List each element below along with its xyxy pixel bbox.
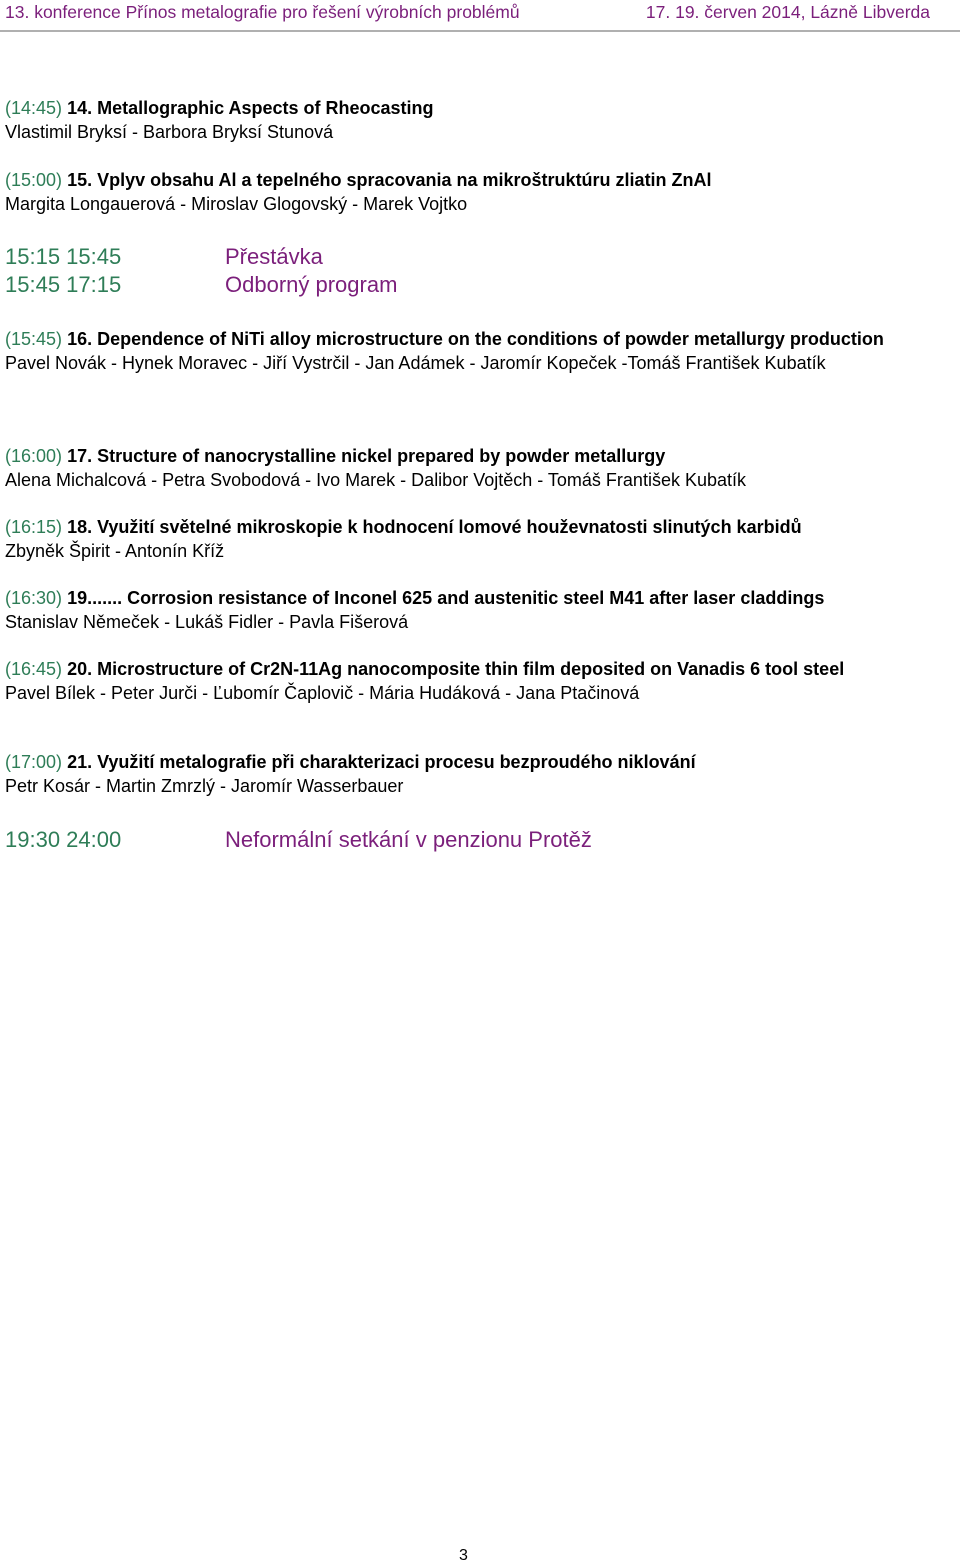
schedule-time: 15:45 17:15 [5, 272, 122, 297]
talk-item [5, 658, 960, 705]
talk-title: 17. Structure of nanocrystalline nickel prepared by powder metallurgy [67, 446, 666, 466]
talk-title: 16. Dependence of NiTi alloy microstructure on the conditions of powder metallurgy production [67, 329, 884, 349]
talk-authors: Pavel Bílek - Peter Jurči - Ľubomír Čaplovič - Mária Hudáková - Jana Ptačinová [5, 682, 640, 703]
talk-authors: Margita Longauerová - Miroslav Glogovský - Marek Vojtko [5, 193, 468, 214]
page-header [5, 2, 930, 26]
talk-authors: Alena Michalcová - Petra Svobodová - Ivo Marek - Dalibor Vojtěch - Tomáš František Kubatík [5, 469, 746, 490]
schedule-label: Odborný program [225, 272, 398, 297]
talk-time: (15:45) [5, 329, 63, 349]
talk-item [5, 169, 960, 216]
talk-item [5, 328, 960, 375]
talk-item [5, 97, 960, 144]
header-divider [0, 30, 960, 32]
talk-item [5, 516, 960, 563]
talk-time: (16:00) [5, 446, 63, 466]
talk-authors: Vlastimil Bryksí - Barbora Bryksí Stunová [5, 121, 334, 142]
talk-title: 21. Využití metalografie při charakterizaci procesu bezproudého niklování [67, 752, 696, 772]
schedule-time: 19:30 24:00 [5, 827, 122, 852]
header-dates: 17. 19. červen 2014, Lázně Libverda [645, 2, 930, 22]
talk-title: 15. Vplyv obsahu Al a tepelného spracovania na mikroštruktúru zliatin ZnAl [67, 170, 712, 190]
schedule-time: 15:15 15:45 [5, 244, 122, 269]
talk-time: (14:45) [5, 98, 63, 118]
talk-time: (15:00) [5, 170, 63, 190]
page-number: 3 [459, 1547, 468, 1564]
talk-item [5, 445, 960, 492]
talk-time: (16:45) [5, 659, 63, 679]
header-conference-title: 13. konference Přínos metalografie pro řešení výrobních problémů [5, 2, 520, 22]
talk-time: (16:30) [5, 588, 63, 608]
talk-authors: Zbyněk Špirit - Antonín Kříž [5, 540, 225, 561]
talk-time: (16:15) [5, 517, 63, 537]
talk-title: 20. Microstructure of Cr2N-11Ag nanocomposite thin film deposited on Vanadis 6 tool steel [67, 659, 845, 679]
talk-authors: Stanislav Němeček - Lukáš Fidler - Pavla Fišerová [5, 611, 409, 632]
talk-title: 19....... Corrosion resistance of Inconel 625 and austenitic steel M41 after laser claddings [67, 588, 825, 608]
talk-item [5, 587, 960, 634]
schedule-label: Neformální setkání v penzionu Protěž [225, 827, 592, 852]
talk-authors: Petr Kosár - Martin Zmrzlý - Jaromír Wasserbauer [5, 775, 404, 796]
schedule-label: Přestávka [225, 244, 323, 269]
talk-time: (17:00) [5, 752, 63, 772]
talk-title: 14. Metallographic Aspects of Rheocasting [67, 98, 434, 118]
talk-item [5, 751, 960, 798]
talk-authors: Pavel Novák - Hynek Moravec - Jiří Vystrčil - Jan Adámek - Jaromír Kopeček -Tomáš František Kubatík [5, 352, 826, 373]
talk-title: 18. Využití světelné mikroskopie k hodnocení lomové houževnatosti slinutých karbidů [67, 517, 802, 537]
